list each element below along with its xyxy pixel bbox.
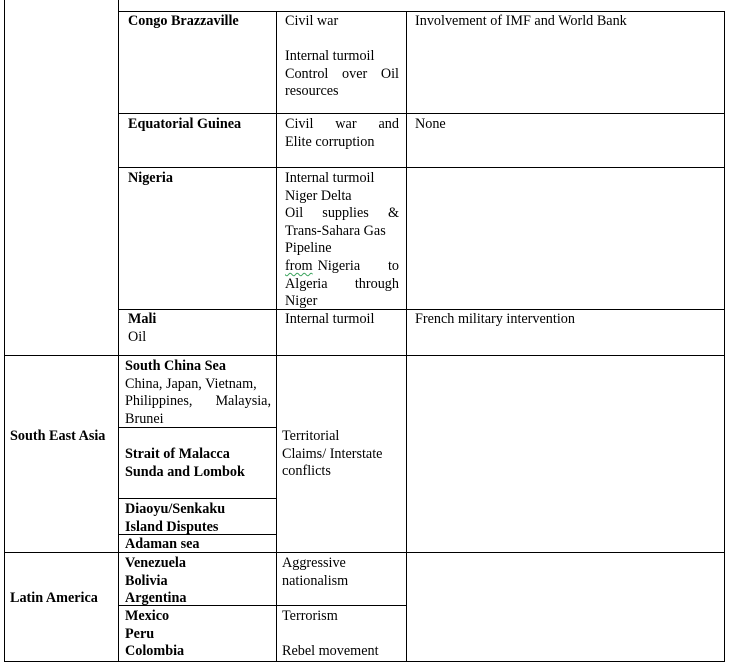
issue-mali: Internal turmoil bbox=[285, 311, 375, 327]
issue-south-east-asia bbox=[282, 428, 402, 481]
issue-line: Control over Oil bbox=[285, 65, 399, 82]
issue-congo bbox=[285, 13, 399, 101]
issue-line: conflicts bbox=[282, 463, 331, 480]
issue-line: Niger Delta bbox=[285, 187, 352, 204]
issue-line-rest: Nigeria to bbox=[317, 257, 399, 274]
latam-group-1-issue bbox=[282, 555, 348, 590]
col-divider-country bbox=[276, 11, 277, 662]
issue-line: Aggressive bbox=[282, 555, 346, 571]
issue-line: Territorial bbox=[282, 428, 340, 444]
issue-line: resources bbox=[285, 83, 339, 100]
latam-country: Venezuela bbox=[125, 555, 186, 571]
issue-nigeria bbox=[285, 170, 399, 311]
area-title-line: Diaoyu/Senkaku bbox=[125, 501, 226, 517]
latam-country: Argentina bbox=[125, 590, 187, 607]
sea-line-2 bbox=[118, 498, 276, 499]
area-detail-line: Brunei bbox=[125, 410, 164, 427]
region-line-sea-top bbox=[4, 355, 725, 356]
latam-country: Peru bbox=[125, 625, 155, 642]
issue-line: Internal turmoil bbox=[285, 48, 375, 65]
country-mali-sub: Oil bbox=[128, 328, 147, 345]
latam-group-1 bbox=[125, 555, 186, 608]
issue-line: Civil war and bbox=[285, 116, 399, 132]
spellcheck-word: from bbox=[285, 257, 313, 274]
response-mali: French military intervention bbox=[415, 311, 575, 327]
country-mali bbox=[128, 311, 156, 346]
area-detail-line: China, Japan, Vietnam, bbox=[125, 375, 257, 392]
area-title-line: Sunda and Lombok bbox=[125, 463, 245, 480]
row-line-1 bbox=[118, 113, 725, 114]
area-strait-of-malacca bbox=[125, 446, 245, 481]
latam-country: Colombia bbox=[125, 643, 185, 660]
latam-country: Bolivia bbox=[125, 572, 168, 589]
issue-line: nationalism bbox=[282, 572, 349, 589]
table-border-bottom bbox=[4, 661, 725, 662]
issue-equatorial-guinea bbox=[285, 116, 399, 151]
issue-line: Civil war bbox=[285, 13, 339, 29]
issue-line: Pipeline bbox=[285, 240, 332, 257]
issue-line: Niger bbox=[285, 293, 318, 310]
region-south-east-asia: South East Asia bbox=[10, 428, 106, 444]
latam-group-2 bbox=[125, 608, 184, 661]
region-latin-america: Latin America bbox=[10, 590, 98, 606]
col-divider-region bbox=[118, 0, 119, 662]
area-title-line: Strait of Malacca bbox=[125, 446, 230, 462]
area-detail-line: Philippines, Malaysia, bbox=[125, 393, 271, 410]
response-equatorial-guinea: None bbox=[415, 116, 446, 132]
issue-line: Algeria through bbox=[285, 275, 399, 292]
area-diaoyu-senkaku bbox=[125, 501, 225, 536]
latam-group-2-issue-top: Terrorism bbox=[282, 608, 338, 624]
response-congo: Involvement of IMF and World Bank bbox=[415, 13, 627, 29]
issue-line: Trans-Sahara Gas bbox=[285, 222, 386, 239]
country-equatorial-guinea: Equatorial Guinea bbox=[128, 116, 242, 132]
area-adaman-sea: Adaman sea bbox=[125, 536, 200, 552]
issue-line: Claims/ Interstate bbox=[282, 445, 383, 462]
issue-line: Oil supplies & bbox=[285, 205, 399, 222]
table-border-right bbox=[724, 11, 725, 662]
table-border-left bbox=[4, 0, 5, 662]
area-title: South China Sea bbox=[125, 358, 226, 374]
col-divider-issue bbox=[406, 11, 407, 662]
row-line-2 bbox=[118, 167, 725, 168]
area-title-line: Island Disputes bbox=[125, 518, 219, 535]
region-line-latam-top bbox=[4, 552, 725, 553]
latam-country: Mexico bbox=[125, 608, 170, 624]
row-line-top bbox=[118, 11, 725, 12]
latam-group-2-issue-bottom: Rebel movement bbox=[282, 643, 379, 659]
issue-line: Elite corruption bbox=[285, 133, 375, 150]
country-congo: Congo Brazzaville bbox=[128, 13, 239, 29]
country-nigeria: Nigeria bbox=[128, 170, 173, 186]
issue-blank-line bbox=[285, 31, 399, 49]
country-mali-title: Mali bbox=[128, 311, 157, 327]
row-line-3 bbox=[118, 309, 725, 310]
issue-line bbox=[285, 258, 399, 276]
area-south-china-sea bbox=[125, 358, 271, 428]
issue-line: Internal turmoil bbox=[285, 170, 375, 186]
